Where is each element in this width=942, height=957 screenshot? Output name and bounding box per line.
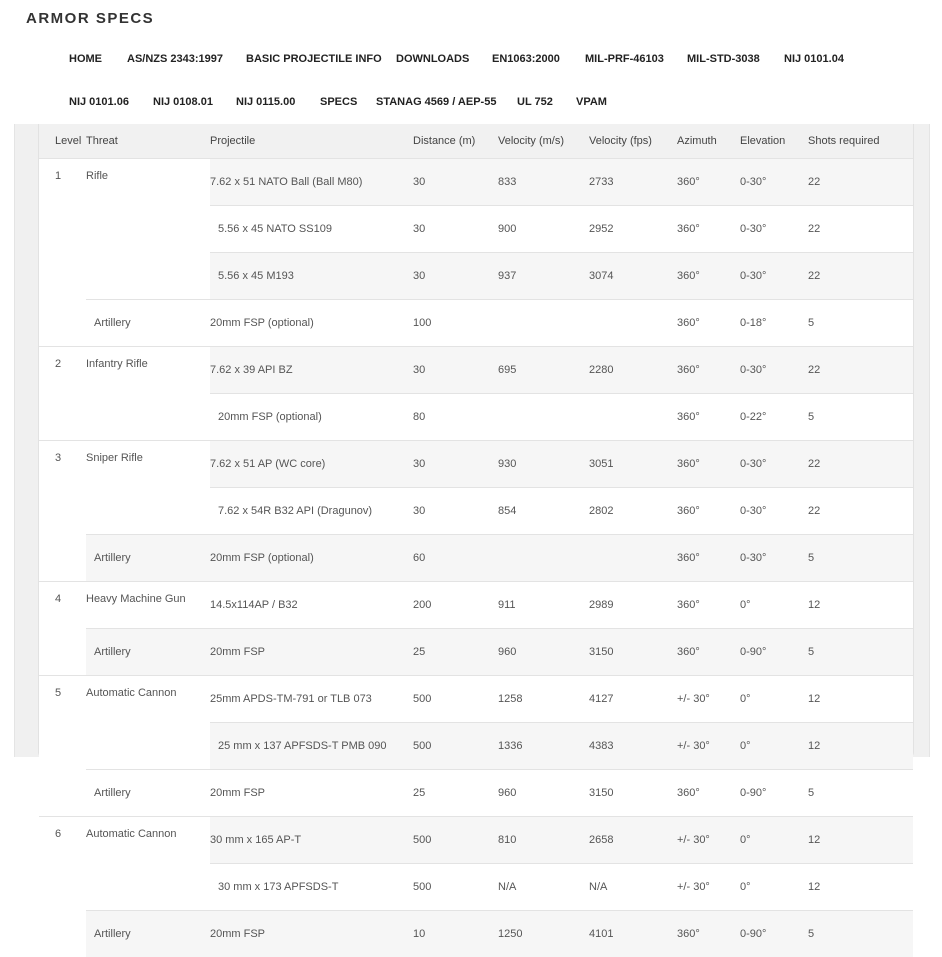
azimuth-cell: 360° (677, 159, 740, 206)
header-azimuth: Azimuth (677, 124, 740, 159)
threat-cell-empty (86, 253, 210, 300)
elevation-cell: 0° (740, 864, 808, 911)
nav-link-nij-0115-00[interactable]: NIJ 0115.00 (236, 96, 295, 108)
shots-cell: 12 (808, 582, 913, 629)
elevation-cell: 0-90° (740, 770, 808, 817)
velocity-ms-cell: 695 (498, 347, 589, 394)
velocity-ms-cell (498, 394, 589, 441)
azimuth-cell: 360° (677, 347, 740, 394)
shots-cell: 22 (808, 159, 913, 206)
projectile-cell: 25mm APDS-TM-791 or TLB 073 (210, 676, 413, 723)
velocity-ms-cell: 1258 (498, 676, 589, 723)
shots-cell: 22 (808, 488, 913, 535)
velocity-ms-cell: 960 (498, 770, 589, 817)
table-row (39, 770, 913, 817)
threat-cell-empty (86, 488, 210, 535)
velocity-ms-cell: 960 (498, 629, 589, 676)
shots-cell: 5 (808, 535, 913, 582)
velocity-fps-cell: 2952 (589, 206, 677, 253)
shots-cell: 12 (808, 864, 913, 911)
distance-cell: 500 (413, 864, 498, 911)
table-row (39, 535, 913, 582)
shots-cell: 22 (808, 347, 913, 394)
distance-cell: 500 (413, 817, 498, 864)
velocity-fps-cell: 2802 (589, 488, 677, 535)
velocity-ms-cell: 900 (498, 206, 589, 253)
header-velocity-ms: Velocity (m/s) (498, 124, 589, 159)
velocity-fps-cell: 3074 (589, 253, 677, 300)
threat-cell-empty (86, 864, 210, 911)
shots-cell: 12 (808, 817, 913, 864)
distance-cell: 100 (413, 300, 498, 347)
projectile-cell: 25 mm x 137 APFSDS-T PMB 090 (210, 723, 413, 770)
level-cell: 1 (39, 159, 86, 206)
shots-cell: 5 (808, 300, 913, 347)
elevation-cell: 0-30° (740, 206, 808, 253)
nav-link-nij-0101-06[interactable]: NIJ 0101.06 (69, 96, 129, 108)
threat-sub-cell: Artillery (86, 535, 210, 582)
velocity-fps-cell (589, 300, 677, 347)
table-row (39, 394, 913, 441)
azimuth-cell: 360° (677, 911, 740, 957)
nav-link-stanag-4569[interactable]: STANAG 4569 / AEP-55 (376, 96, 496, 108)
velocity-fps-cell: 3051 (589, 441, 677, 488)
elevation-cell: 0-30° (740, 535, 808, 582)
level-cell-empty (39, 770, 86, 817)
projectile-cell: 20mm FSP (optional) (210, 535, 413, 582)
elevation-cell: 0° (740, 582, 808, 629)
projectile-cell: 7.62 x 54R B32 API (Dragunov) (210, 488, 413, 535)
header-level: Level (39, 124, 86, 159)
projectile-cell: 5.56 x 45 M193 (210, 253, 413, 300)
velocity-ms-cell: 833 (498, 159, 589, 206)
threat-cell-empty (86, 394, 210, 441)
azimuth-cell: 360° (677, 441, 740, 488)
level-cell: 2 (39, 347, 86, 394)
table-row (39, 159, 913, 206)
table-row (39, 347, 913, 394)
projectile-cell: 20mm FSP (optional) (210, 300, 413, 347)
threat-sub-cell: Artillery (86, 300, 210, 347)
distance-cell: 500 (413, 676, 498, 723)
distance-cell: 10 (413, 911, 498, 957)
elevation-cell: 0° (740, 723, 808, 770)
site-title[interactable]: ARMOR SPECS (26, 10, 154, 27)
shots-cell: 12 (808, 723, 913, 770)
azimuth-cell: +/- 30° (677, 723, 740, 770)
table-row (39, 206, 913, 253)
table-row (39, 488, 913, 535)
elevation-cell: 0-30° (740, 488, 808, 535)
azimuth-cell: 360° (677, 770, 740, 817)
azimuth-cell: 360° (677, 300, 740, 347)
threat-sub-cell: Artillery (86, 911, 210, 957)
velocity-ms-cell: 1336 (498, 723, 589, 770)
velocity-fps-cell: 4101 (589, 911, 677, 957)
header-projectile: Projectile (210, 124, 413, 159)
distance-cell: 25 (413, 629, 498, 676)
shots-cell: 5 (808, 394, 913, 441)
nav-link-mil-prf-46103[interactable]: MIL-PRF-46103 (585, 53, 664, 65)
velocity-ms-cell: 911 (498, 582, 589, 629)
threat-cell: Automatic Cannon (86, 676, 210, 723)
table-row (39, 864, 913, 911)
table-row (39, 911, 913, 957)
distance-cell: 60 (413, 535, 498, 582)
velocity-ms-cell: 930 (498, 441, 589, 488)
distance-cell: 30 (413, 347, 498, 394)
header-distance: Distance (m) (413, 124, 498, 159)
velocity-ms-cell: 810 (498, 817, 589, 864)
velocity-fps-cell: 2989 (589, 582, 677, 629)
velocity-ms-cell (498, 300, 589, 347)
table-row (39, 441, 913, 488)
distance-cell: 30 (413, 159, 498, 206)
azimuth-cell: 360° (677, 206, 740, 253)
elevation-cell: 0-30° (740, 159, 808, 206)
threat-cell: Heavy Machine Gun (86, 582, 210, 629)
level-cell-empty (39, 488, 86, 535)
specs-table-container (38, 124, 914, 758)
velocity-fps-cell: 3150 (589, 770, 677, 817)
projectile-cell: 20mm FSP (optional) (210, 394, 413, 441)
elevation-cell: 0-30° (740, 253, 808, 300)
distance-cell: 200 (413, 582, 498, 629)
header-threat: Threat (86, 124, 210, 159)
projectile-cell: 20mm FSP (210, 911, 413, 957)
threat-cell: Infantry Rifle (86, 347, 210, 394)
level-cell-empty (39, 723, 86, 770)
nav-link-vpam[interactable]: VPAM (576, 96, 607, 108)
velocity-fps-cell: 4127 (589, 676, 677, 723)
velocity-fps-cell: 2658 (589, 817, 677, 864)
threat-cell-empty (86, 206, 210, 253)
velocity-fps-cell (589, 394, 677, 441)
velocity-fps-cell: 2733 (589, 159, 677, 206)
level-cell: 5 (39, 676, 86, 723)
azimuth-cell: +/- 30° (677, 864, 740, 911)
azimuth-cell: 360° (677, 582, 740, 629)
level-cell-empty (39, 206, 86, 253)
velocity-fps-cell: 2280 (589, 347, 677, 394)
azimuth-cell: 360° (677, 629, 740, 676)
projectile-cell: 20mm FSP (210, 770, 413, 817)
level-cell-empty (39, 629, 86, 676)
projectile-cell: 7.62 x 39 API BZ (210, 347, 413, 394)
shots-cell: 5 (808, 911, 913, 957)
elevation-cell: 0-90° (740, 629, 808, 676)
shots-cell: 22 (808, 441, 913, 488)
azimuth-cell: 360° (677, 488, 740, 535)
velocity-ms-cell: 854 (498, 488, 589, 535)
header-elevation: Elevation (740, 124, 808, 159)
table-row (39, 582, 913, 629)
nav-link-as-nzs-2343[interactable]: AS/NZS 2343:1997 (127, 53, 223, 65)
projectile-cell: 7.62 x 51 NATO Ball (Ball M80) (210, 159, 413, 206)
level-cell-empty (39, 253, 86, 300)
nav-link-nij-0101-04[interactable]: NIJ 0101.04 (784, 53, 844, 65)
threat-cell: Sniper Rifle (86, 441, 210, 488)
azimuth-cell: 360° (677, 394, 740, 441)
projectile-cell: 14.5x114AP / B32 (210, 582, 413, 629)
level-cell-empty (39, 911, 86, 957)
projectile-cell: 7.62 x 51 AP (WC core) (210, 441, 413, 488)
elevation-cell: 0° (740, 817, 808, 864)
velocity-ms-cell: 1250 (498, 911, 589, 957)
distance-cell: 500 (413, 723, 498, 770)
level-cell: 6 (39, 817, 86, 864)
level-cell-empty (39, 864, 86, 911)
nav-link-mil-std-3038[interactable]: MIL-STD-3038 (687, 53, 760, 65)
velocity-fps-cell: 3150 (589, 629, 677, 676)
shots-cell: 5 (808, 770, 913, 817)
elevation-cell: 0-30° (740, 347, 808, 394)
shots-cell: 5 (808, 629, 913, 676)
distance-cell: 25 (413, 770, 498, 817)
nav-link-ul-752[interactable]: UL 752 (517, 96, 553, 108)
velocity-ms-cell: 937 (498, 253, 589, 300)
table-row (39, 300, 913, 347)
shots-cell: 12 (808, 676, 913, 723)
threat-sub-cell: Artillery (86, 770, 210, 817)
table-body (39, 159, 913, 957)
distance-cell: 80 (413, 394, 498, 441)
azimuth-cell: 360° (677, 535, 740, 582)
armor-specs-table (39, 124, 913, 957)
distance-cell: 30 (413, 253, 498, 300)
level-cell-empty (39, 300, 86, 347)
table-row (39, 817, 913, 864)
table-row (39, 676, 913, 723)
elevation-cell: 0-18° (740, 300, 808, 347)
table-row (39, 723, 913, 770)
table-row (39, 629, 913, 676)
distance-cell: 30 (413, 206, 498, 253)
velocity-fps-cell: N/A (589, 864, 677, 911)
nav-link-nij-0108-01[interactable]: NIJ 0108.01 (153, 96, 213, 108)
projectile-cell: 20mm FSP (210, 629, 413, 676)
azimuth-cell: +/- 30° (677, 817, 740, 864)
threat-cell: Automatic Cannon (86, 817, 210, 864)
velocity-fps-cell (589, 535, 677, 582)
nav-link-basic-projectile-info[interactable]: BASIC PROJECTILE INFO (246, 53, 382, 65)
projectile-cell: 5.56 x 45 NATO SS109 (210, 206, 413, 253)
shots-cell: 22 (808, 206, 913, 253)
projectile-cell: 30 mm x 173 APFSDS-T (210, 864, 413, 911)
nav-link-specs[interactable]: SPECS (320, 96, 357, 108)
azimuth-cell: +/- 30° (677, 676, 740, 723)
nav-link-home[interactable]: HOME (69, 53, 102, 65)
level-cell: 3 (39, 441, 86, 488)
header-shots-required: Shots required (808, 124, 913, 159)
level-cell-empty (39, 394, 86, 441)
elevation-cell: 0° (740, 676, 808, 723)
elevation-cell: 0-30° (740, 441, 808, 488)
distance-cell: 30 (413, 488, 498, 535)
table-row (39, 253, 913, 300)
nav-link-en1063[interactable]: EN1063:2000 (492, 53, 560, 65)
threat-sub-cell: Artillery (86, 629, 210, 676)
velocity-ms-cell (498, 535, 589, 582)
nav-link-downloads[interactable]: DOWNLOADS (396, 53, 469, 65)
elevation-cell: 0-22° (740, 394, 808, 441)
threat-cell-empty (86, 723, 210, 770)
shots-cell: 22 (808, 253, 913, 300)
elevation-cell: 0-90° (740, 911, 808, 957)
velocity-fps-cell: 4383 (589, 723, 677, 770)
level-cell: 4 (39, 582, 86, 629)
azimuth-cell: 360° (677, 253, 740, 300)
distance-cell: 30 (413, 441, 498, 488)
threat-cell: Rifle (86, 159, 210, 206)
header-velocity-fps: Velocity (fps) (589, 124, 677, 159)
projectile-cell: 30 mm x 165 AP-T (210, 817, 413, 864)
table-header-row (39, 124, 913, 159)
velocity-ms-cell: N/A (498, 864, 589, 911)
level-cell-empty (39, 535, 86, 582)
